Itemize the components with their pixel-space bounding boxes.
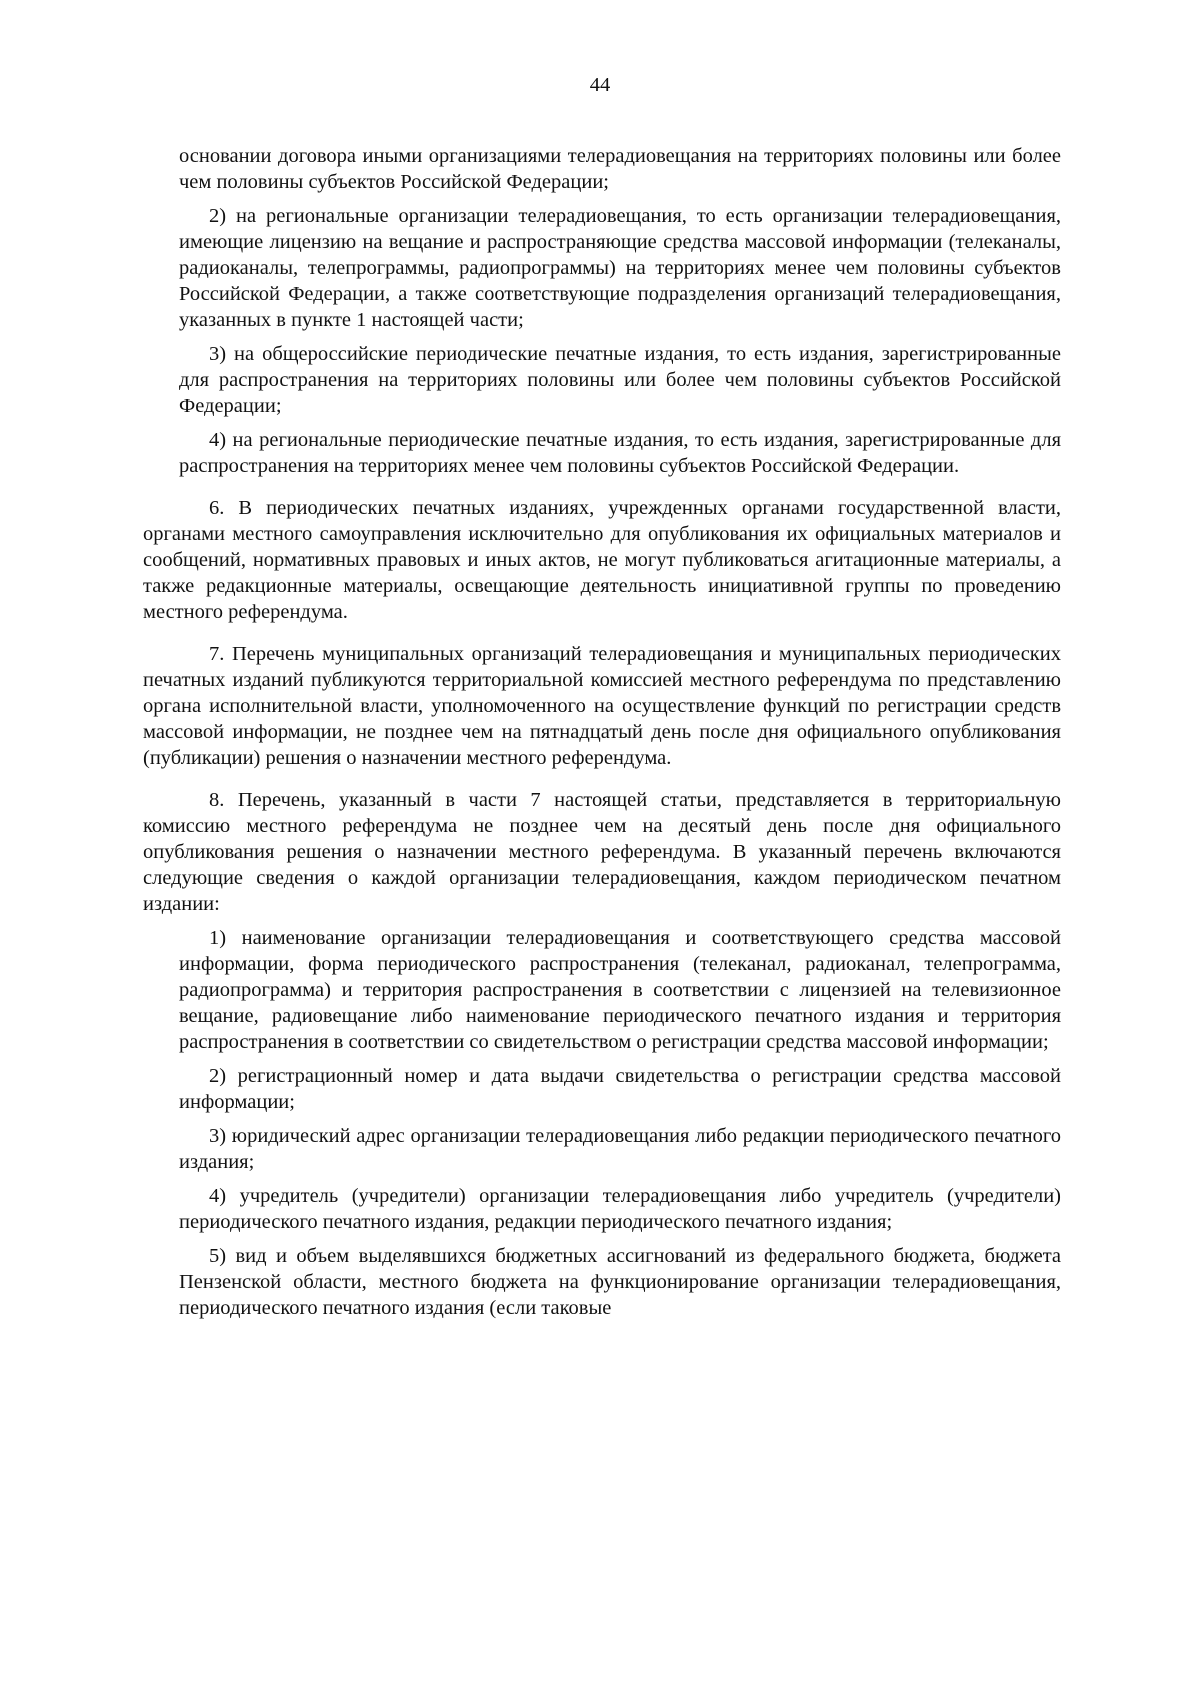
list-item-4: 4) на региональные периодические печатные издания, то есть издания, зарегистрированные для распространения на территориях менее чем половины субъектов Российской Федерации. [179, 429, 1061, 477]
list-item-1: 1) наименование организации телерадиовещания и соответствующего средства массовой информации, форма периодического распространения (телеканал, радиоканал, телепрограмма, радиопрограмма) и территория распространения в соответствии с лицензией на телевизионное вещание, радиовещание либо наименование периодического печатного издания и территория распространения в соответствии со свидетельством о регистрации средства массовой информации; [179, 927, 1061, 1053]
list-item-2: 2) на региональные организации телерадиовещания, то есть организации телерадиовещания, имеющие лицензию на вещание и распространяющие средства массовой информации (телеканалы, радиоканалы, телепрограммы, радиопрограммы) на территориях менее чем половины субъектов Российской Федерации, а также соответствующие подразделения организаций телерадиовещания, указанных в пункте 1 настоящей части; [179, 205, 1061, 331]
document-body [143, 143, 1061, 1321]
paragraph-part-7: 7. Перечень муниципальных организаций телерадиовещания и муниципальных периодических печатных изданий публикуются территориальной комиссией местного референдума по представлению органа исполнительной власти, уполномоченного на осуществление функций по регистрации средств массовой информации, не позднее чем на пятнадцатый день после дня официального опубликования (публикации) решения о назначении местного референдума. [143, 643, 1061, 769]
page-number: 44 [589, 74, 611, 96]
list-item-5b: 5) вид и объем выделявшихся бюджетных ассигнований из федерального бюджета, бюджета Пензенской области, местного бюджета на функционирование организации телерадиовещания, периодического печатного издания (если таковые [179, 1245, 1061, 1319]
list-item-2b: 2) регистрационный номер и дата выдачи свидетельства о регистрации средства массовой информации; [179, 1065, 1061, 1113]
list-item-3b: 3) юридический адрес организации телерадиовещания либо редакции периодического печатного издания; [179, 1125, 1061, 1173]
paragraph-continuation: основании договора иными организациями телерадиовещания на территориях половины или более чем половины субъектов Российской Федерации; [179, 145, 1061, 193]
list-item-4b: 4) учредитель (учредители) организации телерадиовещания либо учредитель (учредители) периодического печатного издания, редакции периодического печатного издания; [179, 1185, 1061, 1233]
paragraph-part-6: 6. В периодических печатных изданиях, учрежденных органами государственной власти, органами местного самоуправления исключительно для опубликования их официальных материалов и сообщений, нормативных правовых и иных актов, не могут публиковаться агитационные материалы, а также редакционные материалы, освещающие деятельность инициативной группы по проведению местного референдума. [143, 497, 1061, 623]
paragraph-part-8: 8. Перечень, указанный в части 7 настоящей статьи, представляется в территориальную комиссию местного референдума не позднее чем на десятый день после дня официального опубликования решения о назначении местного референдума. В указанный перечень включаются следующие сведения о каждой организации телерадиовещания, каждом периодическом печатном издании: [143, 789, 1061, 915]
list-item-3: 3) на общероссийские периодические печатные издания, то есть издания, зарегистрированные для распространения на территориях половины или более чем половины субъектов Российской Федерации; [179, 343, 1061, 417]
